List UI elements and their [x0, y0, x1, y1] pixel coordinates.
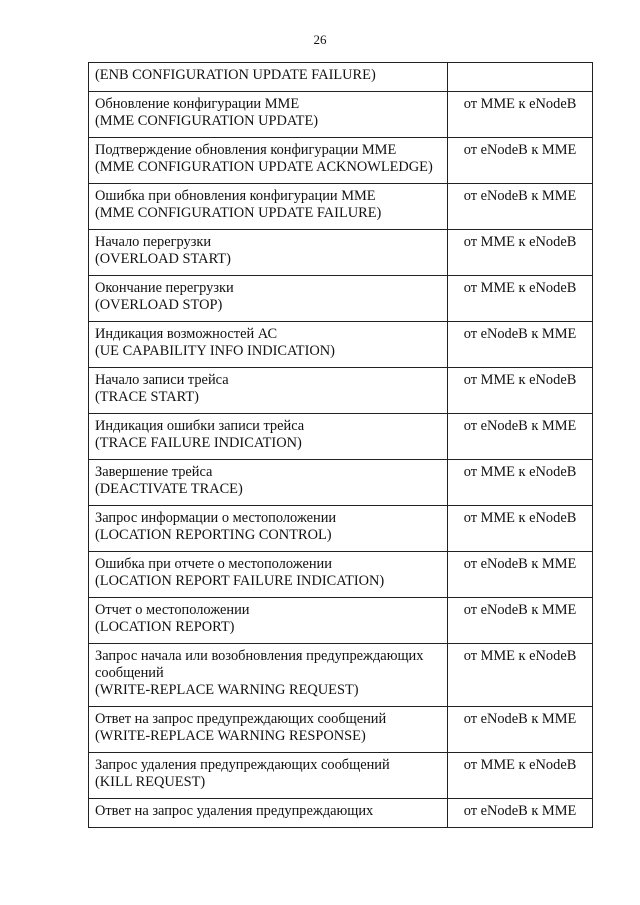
- message-name-en: (TRACE FAILURE INDICATION): [95, 435, 302, 451]
- message-name-en: (TRACE START): [95, 389, 199, 405]
- message-name-en: (KILL REQUEST): [95, 774, 206, 790]
- message-name-cell: [89, 707, 448, 753]
- message-name-en: (ENB CONFIGURATION UPDATE FAILURE): [95, 67, 376, 83]
- table-row: [89, 552, 593, 598]
- message-name-cell: [89, 230, 448, 276]
- table-row: [89, 414, 593, 460]
- message-name-ru: Ответ на запрос удаления предупреждающих: [95, 803, 374, 819]
- table-row: [89, 753, 593, 799]
- direction-cell: от MME к eNodeB: [448, 753, 593, 799]
- message-name-ru: Завершение трейса: [95, 464, 213, 480]
- message-name-cell: [89, 753, 448, 799]
- message-name-en: (UE CAPABILITY INFO INDICATION): [95, 343, 335, 359]
- message-name-cell: [89, 460, 448, 506]
- message-name-cell: [89, 644, 448, 707]
- message-name-cell: [89, 184, 448, 230]
- message-name-cell: [89, 92, 448, 138]
- message-name-en: (WRITE-REPLACE WARNING RESPONSE): [95, 728, 366, 744]
- table-row: [89, 368, 593, 414]
- direction-cell: от eNodeB к MME: [448, 414, 593, 460]
- message-name-ru: Ошибка при обновления конфигурации MME: [95, 188, 376, 204]
- message-name-en: (LOCATION REPORT): [95, 619, 235, 635]
- table-row: [89, 184, 593, 230]
- message-name-en: (MME CONFIGURATION UPDATE FAILURE): [95, 205, 382, 221]
- direction-cell: от eNodeB к MME: [448, 598, 593, 644]
- direction-cell: от MME к eNodeB: [448, 92, 593, 138]
- direction-cell: от eNodeB к MME: [448, 552, 593, 598]
- message-name-ru: Окончание перегрузки: [95, 280, 234, 296]
- direction-cell: от eNodeB к MME: [448, 707, 593, 753]
- direction-cell: от eNodeB к MME: [448, 322, 593, 368]
- message-name-cell: [89, 138, 448, 184]
- direction-cell: от MME к eNodeB: [448, 368, 593, 414]
- direction-cell: от eNodeB к MME: [448, 138, 593, 184]
- message-name-en: (LOCATION REPORT FAILURE INDICATION): [95, 573, 385, 589]
- message-name-en: (MME CONFIGURATION UPDATE): [95, 113, 319, 129]
- message-name-cell: [89, 63, 448, 92]
- message-name-en: (DEACTIVATE TRACE): [95, 481, 243, 497]
- message-name-ru: Отчет о местоположении: [95, 602, 250, 618]
- direction-cell: от eNodeB к MME: [448, 799, 593, 828]
- message-name-ru: Индикация ошибки записи трейса: [95, 418, 305, 434]
- table-row: [89, 138, 593, 184]
- message-name-ru: Обновление конфигурации MME: [95, 96, 300, 112]
- direction-cell: [448, 63, 593, 92]
- table-row: [89, 506, 593, 552]
- direction-cell: от MME к eNodeB: [448, 230, 593, 276]
- message-name-ru: Запрос информации о местоположении: [95, 510, 337, 526]
- message-name-cell: [89, 322, 448, 368]
- table-row: [89, 230, 593, 276]
- message-name-en: (MME CONFIGURATION UPDATE ACKNOWLEDGE): [95, 159, 433, 175]
- direction-cell: от MME к eNodeB: [448, 506, 593, 552]
- message-name-en: (OVERLOAD STOP): [95, 297, 223, 313]
- table-row: [89, 322, 593, 368]
- page-number: 26: [313, 32, 327, 47]
- message-name-en: (WRITE-REPLACE WARNING REQUEST): [95, 682, 359, 698]
- message-name-ru: Начало перегрузки: [95, 234, 212, 250]
- message-name-cell: [89, 799, 448, 828]
- message-name-en: (OVERLOAD START): [95, 251, 231, 267]
- direction-cell: от eNodeB к MME: [448, 184, 593, 230]
- message-name-ru: Начало записи трейса: [95, 372, 229, 388]
- message-name-cell: [89, 506, 448, 552]
- message-name-ru: Ошибка при отчете о местоположении: [95, 556, 332, 572]
- table-row: [89, 460, 593, 506]
- table-row: [89, 799, 593, 828]
- message-name-ru: Ответ на запрос предупреждающих сообщений: [95, 711, 387, 727]
- message-name-cell: [89, 368, 448, 414]
- message-name-ru: Подтверждение обновления конфигурации MME: [95, 142, 397, 158]
- table-row: [89, 63, 593, 92]
- table-row: [89, 707, 593, 753]
- message-name-ru: Запрос начала или возобновления предупреждающих сообщений: [95, 648, 428, 681]
- message-name-ru: Запрос удаления предупреждающих сообщений: [95, 757, 390, 773]
- message-name-cell: [89, 552, 448, 598]
- table-row: [89, 92, 593, 138]
- table-row: [89, 644, 593, 707]
- direction-cell: от MME к eNodeB: [448, 276, 593, 322]
- table-row: [89, 598, 593, 644]
- message-name-ru: Индикация возможностей АС: [95, 326, 278, 342]
- table-row: [89, 276, 593, 322]
- message-name-cell: [89, 598, 448, 644]
- message-name-en: (LOCATION REPORTING CONTROL): [95, 527, 332, 543]
- direction-cell: от MME к eNodeB: [448, 460, 593, 506]
- message-table: [88, 62, 593, 828]
- message-name-cell: [89, 414, 448, 460]
- message-name-cell: [89, 276, 448, 322]
- direction-cell: от MME к eNodeB: [448, 644, 593, 707]
